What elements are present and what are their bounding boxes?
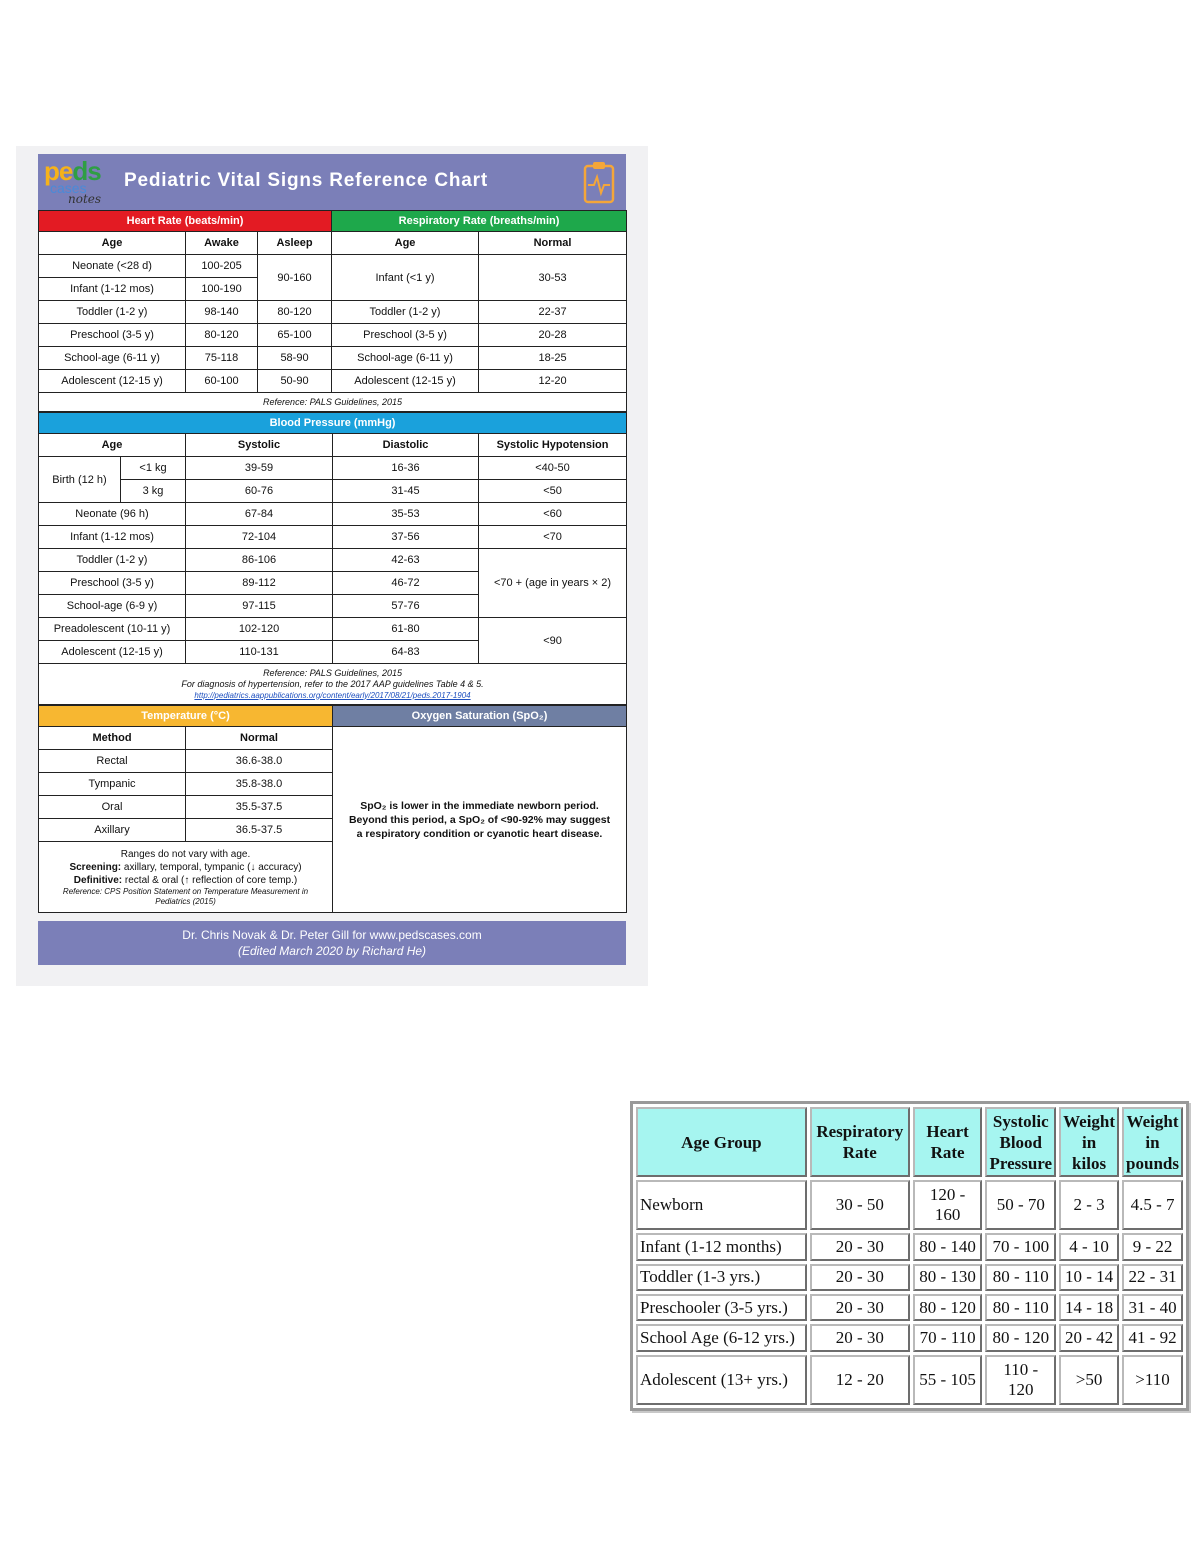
bp-sys: 86-106 bbox=[186, 549, 333, 572]
bp-age: Neonate (96 h) bbox=[39, 503, 186, 526]
cell: 4.5 - 7 bbox=[1122, 1180, 1183, 1230]
bp-sys: 72-104 bbox=[186, 526, 333, 549]
bp-weight: <1 kg bbox=[121, 457, 186, 480]
col-header: Asleep bbox=[258, 232, 332, 255]
logo-text-b: ds bbox=[72, 156, 101, 186]
cell: 70 - 100 bbox=[985, 1233, 1056, 1260]
bp-hypo: <90 bbox=[479, 618, 627, 664]
col-header: Awake bbox=[186, 232, 258, 255]
th-weight-pounds: Weight in pounds bbox=[1122, 1107, 1183, 1177]
bp-age: Infant (1-12 mos) bbox=[39, 526, 186, 549]
oxygen-header: Oxygen Saturation (SpO₂) bbox=[333, 706, 627, 727]
cell: 70 - 110 bbox=[913, 1324, 983, 1351]
hr-asleep: 80-120 bbox=[258, 301, 332, 324]
th-heart-rate: Heart Rate bbox=[913, 1107, 983, 1177]
chart-footer bbox=[38, 921, 626, 965]
temp-oxygen-table bbox=[38, 705, 627, 913]
bp-reference-block bbox=[39, 664, 627, 705]
cell: >110 bbox=[1122, 1355, 1183, 1405]
temp-reference: Reference: CPS Position Statement on Temperature Measurement in Pediatrics (2015) bbox=[62, 886, 309, 906]
hr-awake: 100-205 bbox=[186, 255, 258, 278]
hr-age: Neonate (<28 d) bbox=[39, 255, 186, 278]
cell: 30 - 50 bbox=[810, 1180, 910, 1230]
bp-sys: 110-131 bbox=[186, 641, 333, 664]
hr-awake: 60-100 bbox=[186, 370, 258, 393]
bp-weight: 3 kg bbox=[121, 480, 186, 503]
hr-age: School-age (6-11 y) bbox=[39, 347, 186, 370]
col-header: Normal bbox=[479, 232, 627, 255]
chart-title: Pediatric Vital Signs Reference Chart bbox=[124, 170, 488, 191]
temp-note-1: Ranges do not vary with age. bbox=[120, 848, 251, 860]
bp-dia: 64-83 bbox=[333, 641, 479, 664]
oxygen-line-1: SpO₂ is lower in the immediate newborn period. bbox=[360, 799, 599, 812]
cell: 12 - 20 bbox=[810, 1355, 910, 1405]
bp-link[interactable]: http://pediatrics.aappublications.org/content/early/2017/08/21/peds.2017-1904 bbox=[194, 690, 471, 700]
cell: 80 - 110 bbox=[985, 1264, 1056, 1291]
bp-note: For diagnosis of hypertension, refer to the 2017 AAP guidelines Table 4 & 5. bbox=[181, 678, 484, 689]
chart-header bbox=[38, 154, 626, 210]
bp-dia: 37-56 bbox=[333, 526, 479, 549]
table-row bbox=[636, 1294, 1183, 1321]
footer-edit-note: (Edited March 2020 by Richard He) bbox=[237, 944, 427, 958]
cell: 80 - 130 bbox=[913, 1264, 983, 1291]
temp-normal: 35.8-38.0 bbox=[186, 773, 333, 796]
col-header: Systolic bbox=[186, 434, 333, 457]
bp-age: Birth (12 h) bbox=[39, 457, 121, 503]
clipboard-heartbeat-icon bbox=[582, 160, 616, 204]
bp-age: School-age (6-9 y) bbox=[39, 595, 186, 618]
col-header: Age bbox=[39, 232, 186, 255]
definitive-label: Definitive: bbox=[73, 874, 123, 886]
table-row bbox=[636, 1180, 1183, 1230]
rr-normal: 22-37 bbox=[479, 301, 627, 324]
cell: 80 - 140 bbox=[913, 1233, 983, 1260]
bp-sys: 67-84 bbox=[186, 503, 333, 526]
bp-reference: Reference: PALS Guidelines, 2015 bbox=[263, 667, 402, 678]
blood-pressure-table bbox=[38, 412, 627, 705]
table-row bbox=[636, 1355, 1183, 1405]
vital-signs-table bbox=[630, 1101, 1189, 1411]
hr-awake: 98-140 bbox=[186, 301, 258, 324]
rr-age: Infant (<1 y) bbox=[332, 255, 479, 301]
definitive-text: rectal & oral (↑ reflection of core temp.) bbox=[122, 874, 298, 886]
cell: 20 - 30 bbox=[810, 1264, 910, 1291]
cell: 80 - 120 bbox=[913, 1294, 983, 1321]
oxygen-line-2a: Beyond this period, a SpO₂ of bbox=[348, 813, 501, 826]
cell: 20 - 30 bbox=[810, 1324, 910, 1351]
temp-normal: 36.5-37.5 bbox=[186, 819, 333, 842]
col-header: Systolic Hypotension bbox=[479, 434, 627, 457]
hr-age: Infant (1-12 mos) bbox=[39, 278, 186, 301]
hr-awake: 75-118 bbox=[186, 347, 258, 370]
bp-hypo: <40-50 bbox=[479, 457, 627, 480]
cell: 80 - 120 bbox=[985, 1324, 1056, 1351]
bp-hypo: <70 bbox=[479, 526, 627, 549]
cell: 55 - 105 bbox=[913, 1355, 983, 1405]
temp-method: Tympanic bbox=[39, 773, 186, 796]
col-header: Age bbox=[39, 434, 186, 457]
hr-age: Preschool (3-5 y) bbox=[39, 324, 186, 347]
th-age-group: Age Group bbox=[636, 1107, 807, 1177]
bp-dia: 42-63 bbox=[333, 549, 479, 572]
hr-asleep: 65-100 bbox=[258, 324, 332, 347]
cell: School Age (6-12 yrs.) bbox=[636, 1324, 807, 1351]
bp-age: Preadolescent (10-11 y) bbox=[39, 618, 186, 641]
col-header: Age bbox=[332, 232, 479, 255]
cell: 120 - 160 bbox=[913, 1180, 983, 1230]
th-systolic-bp: Systolic Blood Pressure bbox=[985, 1107, 1056, 1177]
rr-normal: 20-28 bbox=[479, 324, 627, 347]
bp-sys: 97-115 bbox=[186, 595, 333, 618]
rr-normal: 30-53 bbox=[479, 255, 627, 301]
bp-age: Adolescent (12-15 y) bbox=[39, 641, 186, 664]
temp-method: Axillary bbox=[39, 819, 186, 842]
cell: 41 - 92 bbox=[1122, 1324, 1183, 1351]
cell: 80 - 110 bbox=[985, 1294, 1056, 1321]
col-header: Diastolic bbox=[333, 434, 479, 457]
bp-dia: 16-36 bbox=[333, 457, 479, 480]
cell: >50 bbox=[1059, 1355, 1119, 1405]
logo-text-c: cases bbox=[50, 180, 87, 196]
cell: 20 - 30 bbox=[810, 1294, 910, 1321]
bp-sys: 89-112 bbox=[186, 572, 333, 595]
rr-age: Preschool (3-5 y) bbox=[332, 324, 479, 347]
hr-awake: 100-190 bbox=[186, 278, 258, 301]
cell: 22 - 31 bbox=[1122, 1264, 1183, 1291]
pedscases-logo bbox=[42, 158, 114, 208]
table-row bbox=[636, 1324, 1183, 1351]
screening-label: Screening: bbox=[69, 861, 122, 873]
temp-method: Rectal bbox=[39, 750, 186, 773]
cell: 4 - 10 bbox=[1059, 1233, 1119, 1260]
cell: 20 - 30 bbox=[810, 1233, 910, 1260]
rr-age: Adolescent (12-15 y) bbox=[332, 370, 479, 393]
col-header: Method bbox=[39, 727, 186, 750]
table-row bbox=[636, 1233, 1183, 1260]
cell: 20 - 42 bbox=[1059, 1324, 1119, 1351]
bp-sys: 102-120 bbox=[186, 618, 333, 641]
cell: 14 - 18 bbox=[1059, 1294, 1119, 1321]
temp-method: Oral bbox=[39, 796, 186, 819]
footer-credit: Dr. Chris Novak & Dr. Peter Gill for www.pedscases.com bbox=[182, 928, 482, 942]
oxygen-line-3: a respiratory condition or cyanotic heart disease. bbox=[356, 827, 603, 840]
rr-normal: 18-25 bbox=[479, 347, 627, 370]
vital-signs-chart-image bbox=[16, 146, 648, 986]
cell: 50 - 70 bbox=[985, 1180, 1056, 1230]
heart-resp-table bbox=[38, 210, 627, 412]
rr-age: School-age (6-11 y) bbox=[332, 347, 479, 370]
cell: Toddler (1-3 yrs.) bbox=[636, 1264, 807, 1291]
hr-asleep: 50-90 bbox=[258, 370, 332, 393]
cell: Adolescent (13+ yrs.) bbox=[636, 1355, 807, 1405]
table-row bbox=[636, 1264, 1183, 1291]
temp-normal: 36.6-38.0 bbox=[186, 750, 333, 773]
rr-normal: 12-20 bbox=[479, 370, 627, 393]
th-respiratory-rate: Respiratory Rate bbox=[810, 1107, 910, 1177]
cell: 10 - 14 bbox=[1059, 1264, 1119, 1291]
cell: Newborn bbox=[636, 1180, 807, 1230]
cell: Preschooler (3-5 yrs.) bbox=[636, 1294, 807, 1321]
heart-rate-header: Heart Rate (beats/min) bbox=[39, 211, 332, 232]
bp-dia: 31-45 bbox=[333, 480, 479, 503]
bp-dia: 35-53 bbox=[333, 503, 479, 526]
cell: Infant (1-12 months) bbox=[636, 1233, 807, 1260]
bp-dia: 61-80 bbox=[333, 618, 479, 641]
th-weight-kilos: Weight in kilos bbox=[1059, 1107, 1119, 1177]
vital-signs-chart bbox=[38, 154, 626, 965]
logo-text-a: pe bbox=[44, 156, 73, 186]
temperature-notes bbox=[39, 842, 333, 913]
cell: 110 - 120 bbox=[985, 1355, 1056, 1405]
bp-hypo: <50 bbox=[479, 480, 627, 503]
resp-rate-header: Respiratory Rate (breaths/min) bbox=[332, 211, 627, 232]
bp-hypo: <60 bbox=[479, 503, 627, 526]
bp-sys: 60-76 bbox=[186, 480, 333, 503]
oxygen-text bbox=[333, 727, 627, 913]
hr-asleep: 90-160 bbox=[258, 255, 332, 301]
col-header: Normal bbox=[186, 727, 333, 750]
logo-text-d: notes bbox=[68, 192, 102, 206]
bp-dia: 46-72 bbox=[333, 572, 479, 595]
hr-asleep: 58-90 bbox=[258, 347, 332, 370]
temp-normal: 35.5-37.5 bbox=[186, 796, 333, 819]
cell: 2 - 3 bbox=[1059, 1180, 1119, 1230]
screening-text: axillary, temporal, tympanic (↓ accuracy) bbox=[121, 861, 302, 873]
bp-hypo: <70 + (age in years × 2) bbox=[479, 549, 627, 618]
oxygen-line-2c: may suggest bbox=[542, 813, 611, 826]
bp-header: Blood Pressure (mmHg) bbox=[39, 413, 627, 434]
bp-sys: 39-59 bbox=[186, 457, 333, 480]
oxygen-threshold: <90-92% bbox=[500, 813, 543, 826]
hr-awake: 80-120 bbox=[186, 324, 258, 347]
bp-dia: 57-76 bbox=[333, 595, 479, 618]
bp-age: Preschool (3-5 y) bbox=[39, 572, 186, 595]
cell: 9 - 22 bbox=[1122, 1233, 1183, 1260]
rr-age: Toddler (1-2 y) bbox=[332, 301, 479, 324]
hr-age: Toddler (1-2 y) bbox=[39, 301, 186, 324]
reference-note: Reference: PALS Guidelines, 2015 bbox=[39, 393, 627, 412]
temperature-header: Temperature (°C) bbox=[39, 706, 333, 727]
bp-age: Toddler (1-2 y) bbox=[39, 549, 186, 572]
hr-age: Adolescent (12-15 y) bbox=[39, 370, 186, 393]
cell: 31 - 40 bbox=[1122, 1294, 1183, 1321]
